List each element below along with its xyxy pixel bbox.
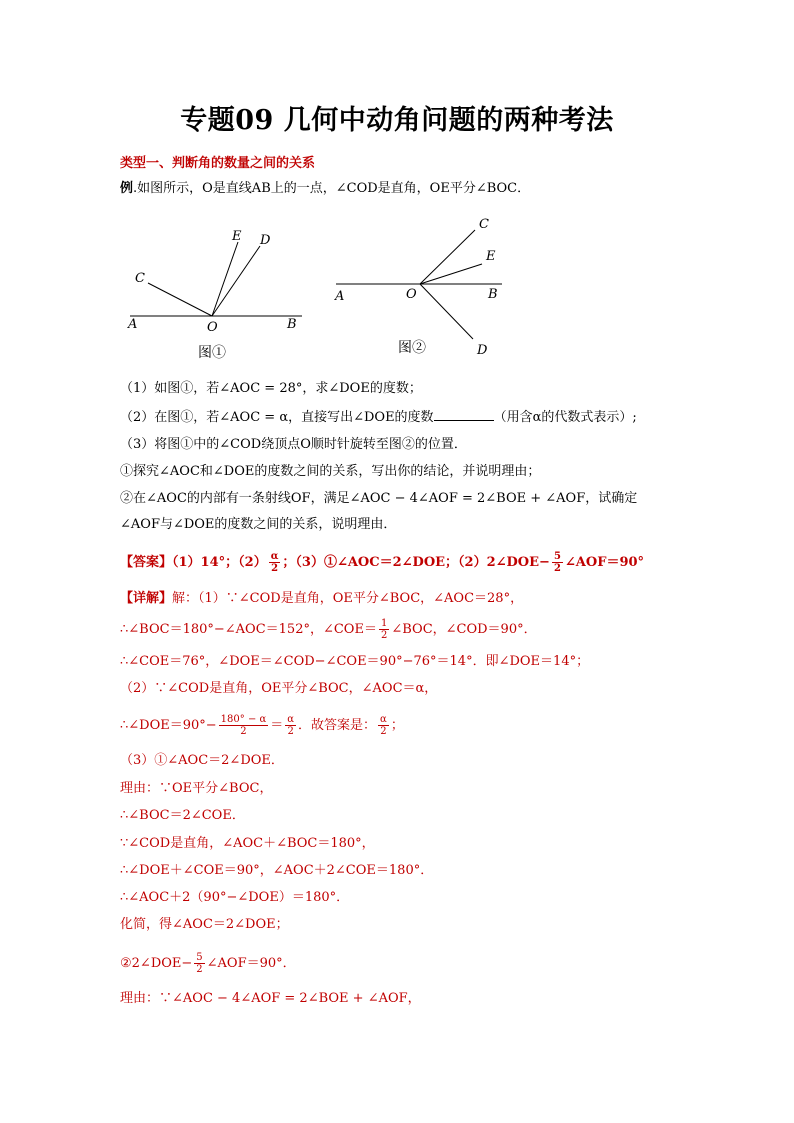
solution-line-2 xyxy=(120,618,537,641)
question-3: （3）将图①中的∠COD绕顶点O顺时针旋转至图②的位置． xyxy=(120,437,467,452)
fig1-label-e: E xyxy=(232,229,242,244)
solution-line-4: （2）∵∠COD是直角，OE平分∠BOC，∠AOC＝α， xyxy=(120,681,438,696)
fig2-label-o: O xyxy=(406,287,417,302)
fig1-caption: 图① xyxy=(198,345,226,361)
fraction-numerator: α xyxy=(270,551,279,562)
fraction-denominator: 2 xyxy=(240,726,247,737)
figure-2 xyxy=(330,212,520,360)
fig1-label-c: C xyxy=(135,271,145,286)
solution-line-10: ∴∠DOE＋∠COE＝90°，∠AOC＋2∠COE＝180°． xyxy=(120,863,434,878)
fig1-ray-od xyxy=(212,246,260,316)
solution-text: ②2∠DOE− xyxy=(120,956,193,971)
question-2 xyxy=(120,408,637,427)
question-3-2b: ∠AOF与∠DOE的度数之间的关系，说明理由． xyxy=(120,517,397,532)
fig2-label-c: C xyxy=(479,217,489,232)
fraction-denominator: 2 xyxy=(553,563,561,574)
question-3-1: ①探究∠AOC和∠DOE的度数之间的关系，写出你的结论，并说明理由； xyxy=(120,464,541,479)
fig2-label-a: A xyxy=(335,289,345,304)
fig1-label-b: B xyxy=(287,317,297,332)
answer-part-1: （1）14°；（2） xyxy=(172,555,267,570)
solution-text: ∴∠BOC＝180°−∠AOC＝152°，∠COE＝ xyxy=(120,622,377,637)
fig2-caption: 图② xyxy=(398,340,426,356)
fraction-180-minus-alpha-over-2 xyxy=(219,714,269,737)
solution-text: ∠BOC，∠COD＝90°． xyxy=(391,622,537,637)
fraction-5-over-2 xyxy=(194,952,204,975)
solution-line-11: ∴∠AOC＋2（90°−∠DOE）＝180°． xyxy=(120,890,350,905)
fraction-numerator: α xyxy=(287,714,295,725)
fraction-alpha-over-2 xyxy=(269,551,281,574)
solution-line-5 xyxy=(120,714,404,737)
fig1-ray-oc xyxy=(148,283,212,316)
solution-line-7: 理由：∵OE平分∠BOC， xyxy=(120,781,273,796)
fraction-numerator: 5 xyxy=(553,551,561,562)
question-3-2a: ②在∠AOC的内部有一条射线OF，满足∠AOC − 4∠AOF = 2∠BOE + ∠AOF，试确定 xyxy=(120,491,638,506)
answer-part-3: ∠AOF＝90° xyxy=(564,555,645,570)
fraction-alpha-over-2 xyxy=(378,714,389,737)
figure-1 xyxy=(120,220,310,365)
answer-label: 【答案】 xyxy=(120,555,173,570)
fraction-denominator: 2 xyxy=(196,964,203,975)
solution-line-1 xyxy=(120,590,523,608)
fig1-label-o: O xyxy=(207,320,218,335)
fig2-label-e: E xyxy=(486,249,496,264)
example-text: .如图所示，O是直线AB上的一点，∠COD是直角，OE平分∠BOC． xyxy=(133,181,531,196)
example-line xyxy=(120,180,530,198)
solution-text: ．故答案是： xyxy=(298,718,377,733)
fraction-alpha-over-2 xyxy=(285,714,296,737)
solution-text: ； xyxy=(390,718,404,733)
question-2-text: （2）在图①，若∠AOC = α，直接写出∠DOE的度数 xyxy=(120,410,434,425)
example-label: 例 xyxy=(120,181,134,196)
question-1: （1）如图①，若∠AOC = 28°，求∠DOE的度数； xyxy=(120,381,422,396)
section-heading: 类型一、判断角的数量之间的关系 xyxy=(120,156,316,171)
fig2-label-d: D xyxy=(477,343,488,358)
fraction-numerator: 180° − α xyxy=(220,714,267,725)
solution-line-9: ∵∠COD是直角，∠AOC＋∠BOC＝180°， xyxy=(120,836,375,851)
answer-blank xyxy=(434,408,494,421)
fig2-ray-od xyxy=(420,284,473,339)
solution-line-13 xyxy=(120,952,296,975)
fraction-numerator: 5 xyxy=(196,952,203,963)
fraction-numerator: α xyxy=(380,714,387,725)
fig2-label-b: B xyxy=(488,287,498,302)
solution-line-3: ∴∠COE＝76°，∠DOE＝∠COD−∠COE＝90°−76°＝14°．即∠DOE＝14°； xyxy=(120,654,590,669)
solution-line-8: ∴∠BOC＝2∠COE． xyxy=(120,808,245,823)
answer-part-2: ；（3）①∠AOC＝2∠DOE；（2）2∠DOE− xyxy=(282,555,550,570)
fig1-ray-oe xyxy=(212,242,238,316)
question-2-note: （用含α的代数式表示）; xyxy=(493,410,637,425)
fig2-ray-oc xyxy=(420,230,475,284)
solution-text: 解：（1）∵∠COD是直角，OE平分∠BOC，∠AOC＝28°， xyxy=(172,591,524,606)
fraction-denominator: 2 xyxy=(271,563,279,574)
fig2-ray-oe xyxy=(420,264,482,284)
solution-line-6: （3）①∠AOC＝2∠DOE． xyxy=(120,753,284,768)
page-title: 专题09 几何中动角问题的两种考法 xyxy=(180,105,614,136)
solution-text: ∴∠DOE＝90°− xyxy=(120,718,217,733)
fraction-1-over-2 xyxy=(379,618,389,641)
solution-line-14: 理由：∵∠AOC − 4∠AOF = 2∠BOE + ∠AOF， xyxy=(120,991,421,1006)
fig1-label-d: D xyxy=(260,233,271,248)
solution-line-12: 化简，得∠AOC＝2∠DOE； xyxy=(120,917,289,932)
solution-label: 【详解】 xyxy=(120,591,173,606)
solution-text: ＝ xyxy=(270,718,284,733)
fraction-denominator: 2 xyxy=(380,726,387,737)
solution-text: ∠AOF＝90°． xyxy=(206,956,296,971)
fig1-label-a: A xyxy=(128,317,138,332)
fraction-denominator: 2 xyxy=(287,726,294,737)
fraction-denominator: 2 xyxy=(380,630,388,641)
answer-line xyxy=(120,551,644,574)
fraction-5-over-2 xyxy=(552,551,563,574)
fraction-numerator: 1 xyxy=(380,618,388,629)
